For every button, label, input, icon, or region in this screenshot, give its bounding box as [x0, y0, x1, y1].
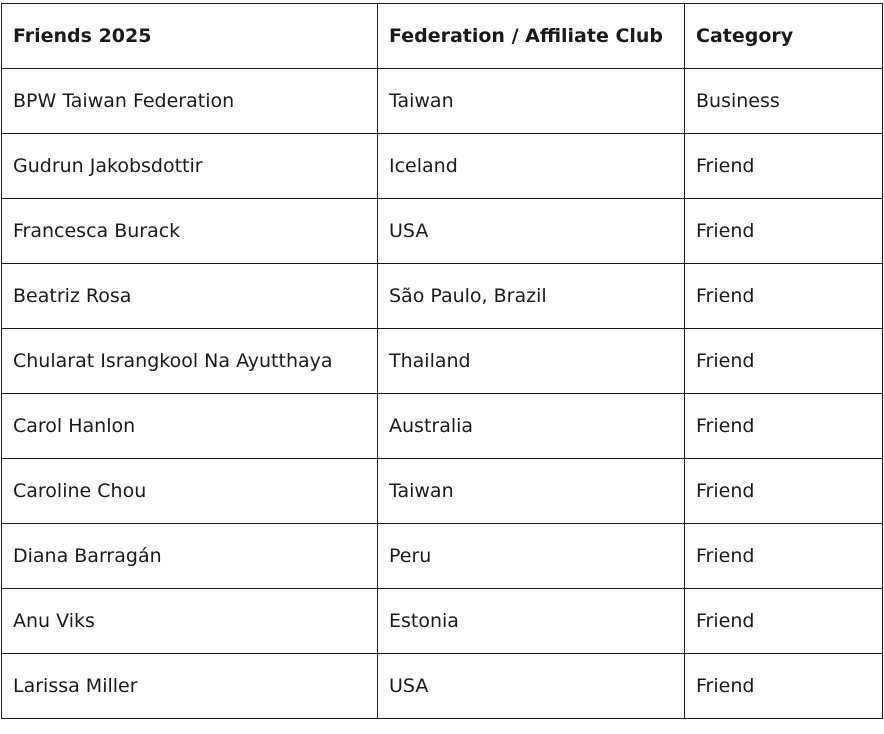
table-row — [2, 134, 883, 199]
cell-federation: Australia — [378, 394, 685, 459]
table-row — [2, 524, 883, 589]
cell-name: Chularat Israngkool Na Ayutthaya — [2, 329, 378, 394]
friends-table-container — [1, 3, 882, 719]
cell-federation: Taiwan — [378, 459, 685, 524]
header-category: Category — [685, 4, 883, 69]
friends-table — [1, 3, 883, 719]
cell-name: Larissa Miller — [2, 654, 378, 719]
table-row — [2, 264, 883, 329]
cell-category: Friend — [685, 654, 883, 719]
cell-federation: Thailand — [378, 329, 685, 394]
cell-name: Beatriz Rosa — [2, 264, 378, 329]
cell-name: Francesca Burack — [2, 199, 378, 264]
table-row — [2, 654, 883, 719]
table-row — [2, 69, 883, 134]
cell-name: BPW Taiwan Federation — [2, 69, 378, 134]
cell-federation: USA — [378, 654, 685, 719]
table-row — [2, 394, 883, 459]
cell-category: Friend — [685, 199, 883, 264]
cell-federation: Estonia — [378, 589, 685, 654]
cell-category: Friend — [685, 264, 883, 329]
cell-name: Carol Hanlon — [2, 394, 378, 459]
cell-category: Friend — [685, 329, 883, 394]
table-row — [2, 329, 883, 394]
cell-name: Caroline Chou — [2, 459, 378, 524]
cell-name: Gudrun Jakobsdottir — [2, 134, 378, 199]
cell-federation: USA — [378, 199, 685, 264]
cell-category: Friend — [685, 524, 883, 589]
cell-category: Friend — [685, 459, 883, 524]
table-row — [2, 589, 883, 654]
header-federation: Federation / Affiliate Club — [378, 4, 685, 69]
cell-category: Friend — [685, 134, 883, 199]
cell-name: Diana Barragán — [2, 524, 378, 589]
cell-federation: Iceland — [378, 134, 685, 199]
cell-category: Business — [685, 69, 883, 134]
header-friends: Friends 2025 — [2, 4, 378, 69]
table-row — [2, 199, 883, 264]
table-header-row — [2, 4, 883, 69]
cell-federation: São Paulo, Brazil — [378, 264, 685, 329]
table-row — [2, 459, 883, 524]
cell-category: Friend — [685, 394, 883, 459]
cell-federation: Taiwan — [378, 69, 685, 134]
cell-category: Friend — [685, 589, 883, 654]
cell-name: Anu Viks — [2, 589, 378, 654]
cell-federation: Peru — [378, 524, 685, 589]
